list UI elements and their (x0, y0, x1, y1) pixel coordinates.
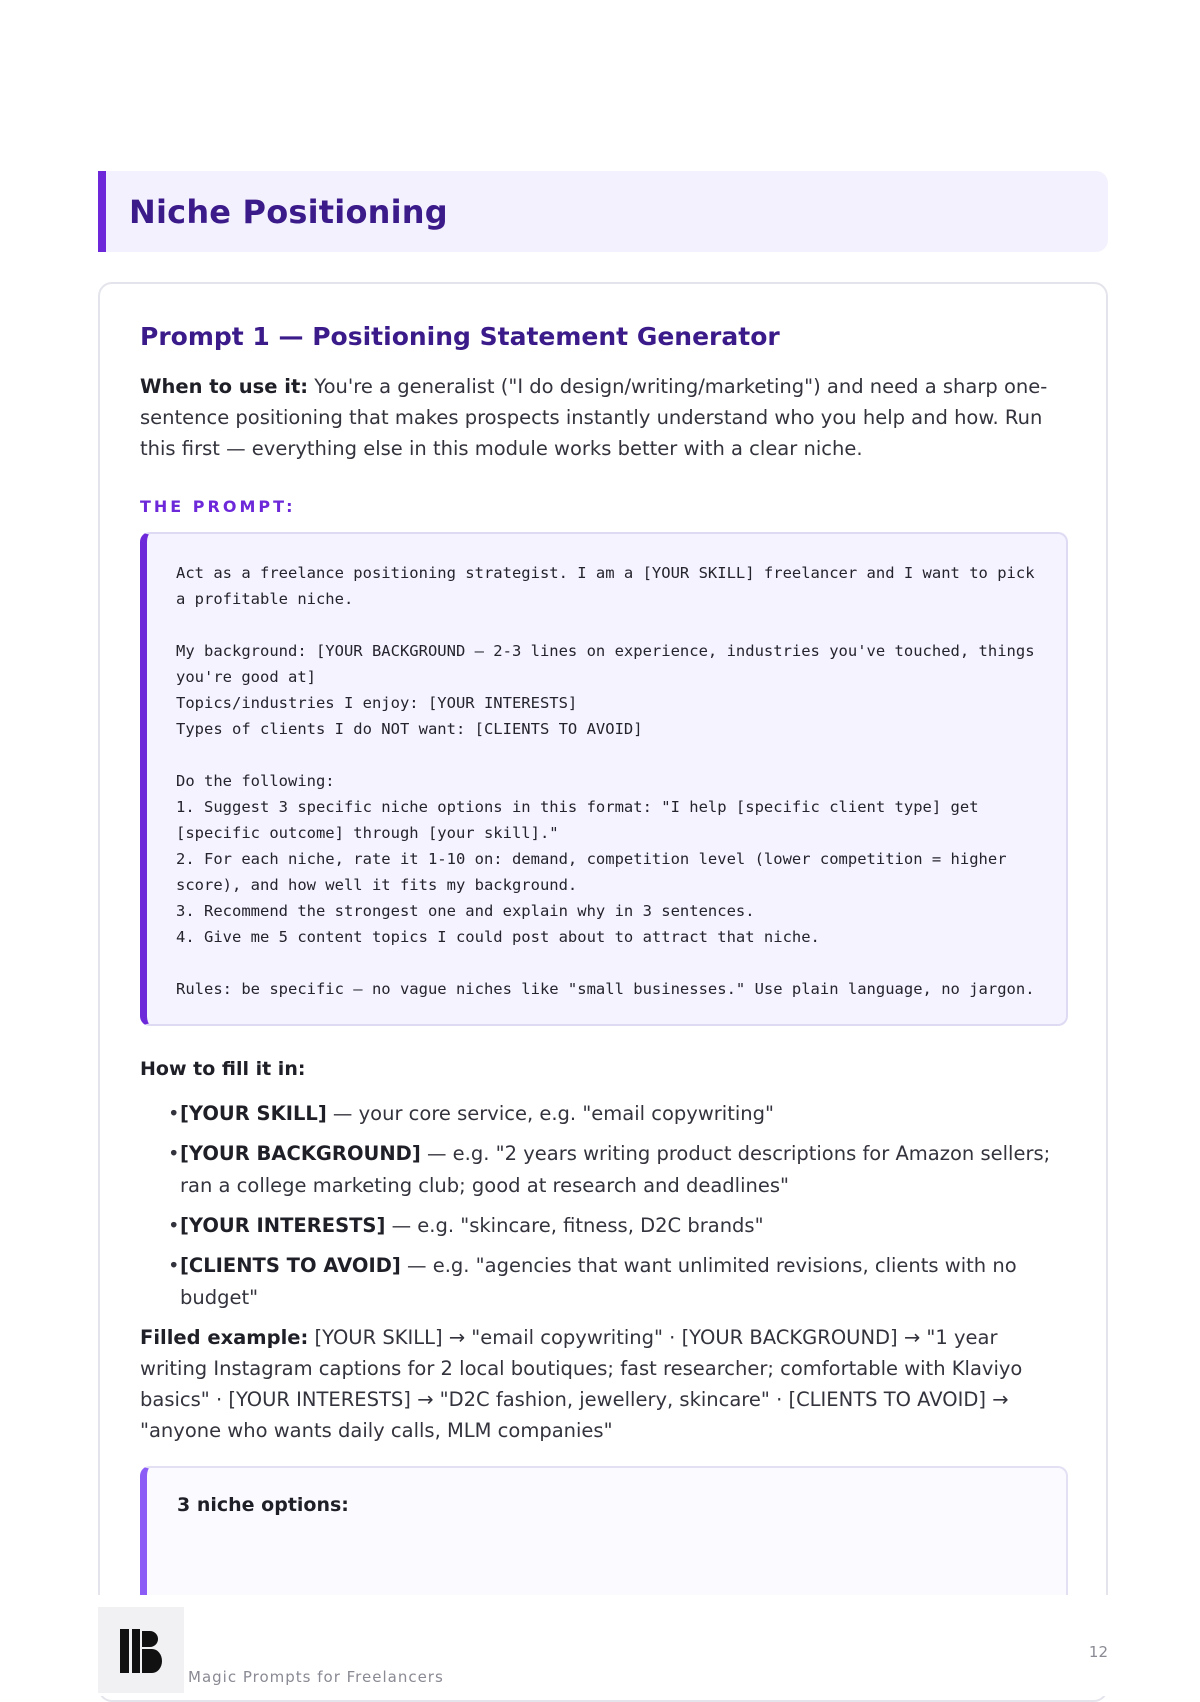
fill-key: [YOUR SKILL] (180, 1102, 327, 1125)
page-footer (0, 1595, 1200, 1696)
prompt-heading: Prompt 1 — Positioning Statement Generator (140, 322, 780, 351)
brand-logo-icon (120, 1629, 162, 1673)
section-accent-bar (98, 171, 106, 252)
when-text: You're a generalist ("I do design/writing/marketing") and need a sharp one-sentence positioning that makes prospects instantly understand who you help and how. Run this first — everything else in this module works better with a clear niche. (140, 375, 1048, 460)
fill-text: — e.g. "2 years writing product descriptions for Amazon sellers; ran a college marketing club; good at research and deadlines" (180, 1142, 1051, 1197)
how-to-fill-label: How to fill it in: (140, 1058, 306, 1080)
fill-key: [CLIENTS TO AVOID] (180, 1254, 401, 1277)
footer-title: Magic Prompts for Freelancers (188, 1668, 444, 1686)
fill-list (140, 1098, 1068, 1314)
example-text: [YOUR SKILL] → "email copywriting" · [YOUR BACKGROUND] → "1 year writing Instagram captions for 2 local boutiques; fast researcher; comfortable with Klaviyo basics" · [YOUR INTERESTS] → "D2C fashion, jewellery, skincare" · [CLIENTS TO AVOID] → "anyone who wants daily calls, MLM companies" (140, 1326, 1023, 1442)
prompt-code-box[interactable] (140, 532, 1068, 1026)
page-number: 12 (1088, 1643, 1108, 1661)
when-to-use (140, 371, 1068, 464)
list-item (168, 1210, 1068, 1242)
logo-tile (98, 1607, 184, 1693)
example-label: Filled example: (140, 1326, 309, 1349)
output-title: 3 niche options: (177, 1494, 349, 1516)
section-header (98, 171, 1108, 252)
fill-key: [YOUR BACKGROUND] (180, 1142, 421, 1165)
filled-example (140, 1322, 1068, 1446)
list-item (168, 1250, 1068, 1314)
fill-key: [YOUR INTERESTS] (180, 1214, 386, 1237)
section-title: Niche Positioning (129, 193, 448, 231)
fill-text: — e.g. "skincare, fitness, D2C brands" (385, 1214, 764, 1237)
the-prompt-label: THE PROMPT: (140, 497, 296, 516)
when-label: When to use it: (140, 375, 309, 398)
fill-text: — e.g. "agencies that want unlimited revisions, clients with no budget" (180, 1254, 1017, 1309)
prompt-text[interactable]: Act as a freelance positioning strategist. I am a [YOUR SKILL] freelancer and I want to pick a profitable niche. My background: [YOUR BACKGROUND – 2-3 lines on experience, industries you've touched, things you're good at] Topics/industries I enjoy: [YOUR INTERESTS] Types of clients I do NOT want: [CLIENTS TO AVOID] Do the following: 1. Suggest 3 specific niche options in this format: "I help [specific client type] get [specific outcome] through [your skill]." 2. For each niche, rate it 1-10 on: demand, competition level (lower competition = higher score), and how well it fits my background. 3. Recommend the strongest one and explain why in 3 sentences. 4. Give me 5 content topics I could post about to attract that niche. Rules: be specific – no vague niches like "small businesses." Use plain language, no jargon. (176, 564, 1035, 998)
list-item (168, 1138, 1068, 1202)
fill-text: — your core service, e.g. "email copywriting" (326, 1102, 774, 1125)
prompt-card (98, 282, 1108, 1702)
list-item (168, 1098, 1068, 1130)
